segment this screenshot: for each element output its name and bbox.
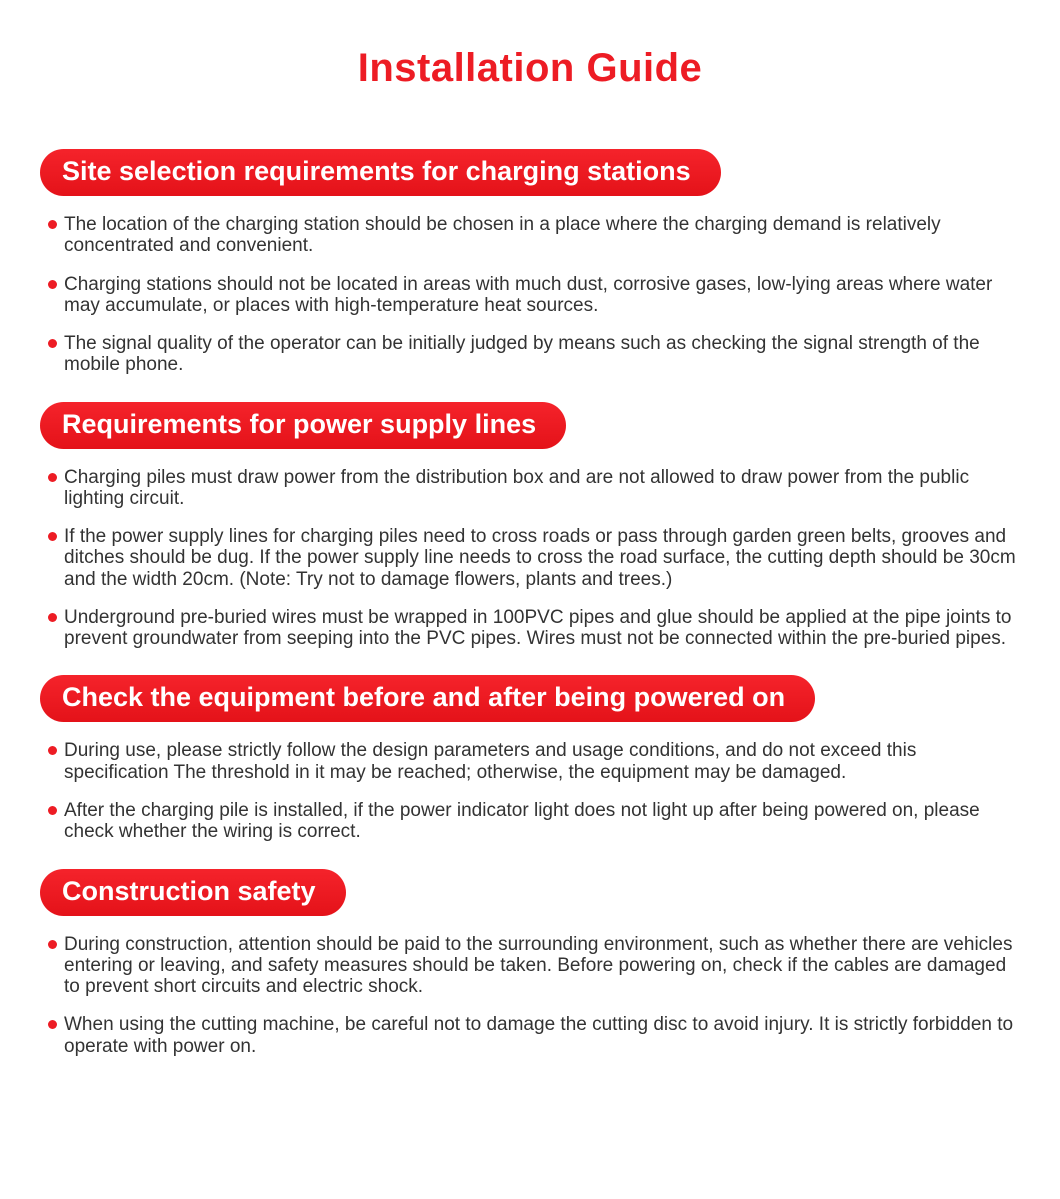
bullet-dot-icon xyxy=(48,532,57,541)
bullet-text: After the charging pile is installed, if the power indicator light does not light up after being powered on, please check whether the wiring is correct. xyxy=(64,799,980,843)
bullet-text: The signal quality of the operator can be initially judged by means such as checking the signal strength of the mobile phone. xyxy=(64,333,980,376)
bullet-text: If the power supply lines for charging piles need to cross roads or pass through garden green belts, grooves and ditches should be dug. If the power supply line needs to cross the road surface, the cutting depth should be 30cm and the width 20cm. (Note: Try not to damage flowers, plants and trees.) xyxy=(64,526,1016,590)
section-heading: Check the equipment before and after being powered on xyxy=(40,675,815,722)
bullet-item xyxy=(48,1014,1026,1057)
section-site-selection xyxy=(0,149,1060,376)
bullet-dot-icon xyxy=(48,280,57,289)
section-construction-safety xyxy=(0,869,1060,1057)
section-heading: Requirements for power supply lines xyxy=(40,402,566,449)
bullet-dot-icon xyxy=(48,613,57,622)
section-heading: Construction safety xyxy=(40,869,346,916)
bullet-item xyxy=(48,214,1026,257)
bullet-item xyxy=(48,607,1026,650)
bullet-list xyxy=(0,467,1060,650)
bullet-list xyxy=(0,740,1060,842)
bullet-dot-icon xyxy=(48,806,57,815)
bullet-dot-icon xyxy=(48,1020,57,1029)
bullet-dot-icon xyxy=(48,473,57,482)
bullet-text: When using the cutting machine, be careful not to damage the cutting disc to avoid injury. It is strictly forbidden to operate with power on. xyxy=(64,1014,1014,1057)
bullet-item xyxy=(48,467,1026,510)
bullet-text: During use, please strictly follow the design parameters and usage conditions, and do not exceed this specification The threshold in it may be reached; otherwise, the equipment may be damaged. xyxy=(64,740,917,783)
bullet-text: The location of the charging station should be chosen in a place where the charging demand is relatively concentrated and convenient. xyxy=(64,214,941,257)
bullet-text: During construction, attention should be paid to the surrounding environment, such as whether there are vehicles entering or leaving, and safety measures should be taken. Before powering on, check if the cables are damaged to prevent short circuits and electric shock. xyxy=(64,933,1013,998)
section-check-equipment xyxy=(0,675,1060,842)
page-title: Installation Guide xyxy=(357,46,703,90)
bullet-dot-icon xyxy=(48,339,57,348)
bullet-item xyxy=(48,934,1026,998)
bullet-list xyxy=(0,934,1060,1057)
bullet-item xyxy=(48,526,1026,590)
bullet-dot-icon xyxy=(48,940,57,949)
section-power-supply xyxy=(0,402,1060,650)
bullet-list xyxy=(0,214,1060,376)
bullet-text: Charging piles must draw power from the distribution box and are not allowed to draw power from the public lighting circuit. xyxy=(64,466,970,509)
section-heading: Site selection requirements for charging stations xyxy=(40,149,721,196)
bullet-item xyxy=(48,274,1026,317)
bullet-item xyxy=(48,800,1026,843)
bullet-item xyxy=(48,740,1026,783)
bullet-dot-icon xyxy=(48,220,57,229)
bullet-dot-icon xyxy=(48,746,57,755)
bullet-text: Charging stations should not be located in areas with much dust, corrosive gases, low-lying areas where water may accumulate, or places with high-temperature heat sources. xyxy=(64,273,993,316)
bullet-text: Underground pre-buried wires must be wrapped in 100PVC pipes and glue should be applied at the pipe joints to prevent groundwater from seeping into the PVC pipes. Wires must not be connected within the pre-buried pipes. xyxy=(64,606,1012,650)
bullet-item xyxy=(48,333,1026,376)
